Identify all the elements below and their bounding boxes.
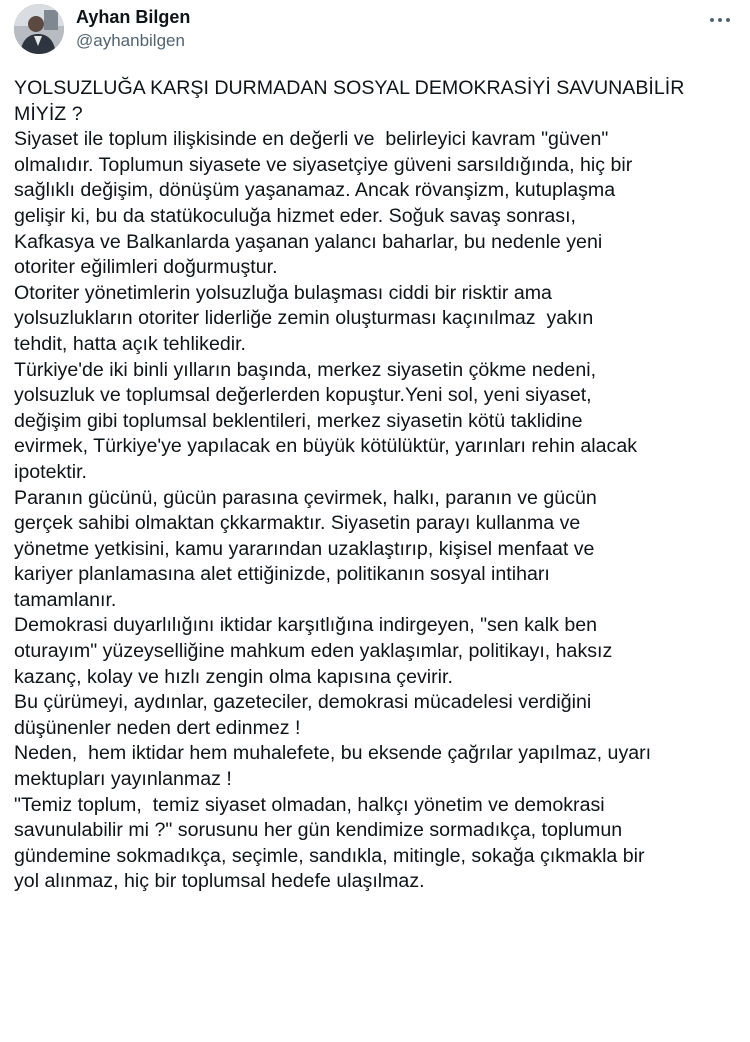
post-text-line: Siyaset ile toplum ilişkisinde en değerli ve belirleyici kavram "güven"	[14, 128, 609, 151]
post-text-line: Kafkasya ve Balkanlarda yaşanan yalancı baharlar, bu nedenle yeni	[14, 230, 603, 253]
post-text-line: gerçek sahibi olmaktan çkkarmaktır. Siyasetin parayı kullanma ve	[14, 512, 581, 535]
post-text-line: savunulabilir mi ?" sorusunu her gün kendimize sormadıkça, toplumun	[14, 819, 623, 842]
more-options-button[interactable]	[706, 6, 734, 34]
post-text-line: olmalıdır. Toplumun siyasete ve siyasetçiye güveni sarsıldığında, hiç bir	[14, 153, 633, 176]
post-text-line: sağlıklı değişim, dönüşüm yaşanamaz. Ancak rövanşizm, kutuplaşma	[14, 179, 616, 202]
post-text-line: Neden, hem iktidar hem muhalefete, bu eksende çağrılar yapılmaz, uyarı	[14, 742, 652, 765]
post-text-line: Paranın gücünü, gücün parasına çevirmek, halkı, paranın ve gücün	[14, 486, 597, 509]
tweet-header	[14, 4, 736, 56]
post-text-line: kariyer planlamasına alet ettiğinizde, politikanın sosyal intiharı	[14, 563, 550, 586]
user-handle[interactable]: @ayhanbilgen	[76, 31, 185, 50]
post-text-line: Türkiye'de iki binli yılların başında, merkez siyasetin çökme nedeni,	[14, 358, 597, 381]
post-text-line: değişim gibi toplumsal beklentileri, merkez siyasetin kötü taklidine	[14, 409, 583, 432]
post-text-line: tehdit, hatta açık tehlikedir.	[14, 332, 246, 355]
post-text-line: tamamlanır.	[14, 588, 117, 611]
post-text-line: yönetme yetkisini, kamu yararından uzaklaştırıp, kişisel menfaat ve	[14, 537, 595, 560]
post-text-line: mektupları yayınlanmaz !	[14, 768, 232, 791]
post-text-line: Bu çürümeyi, aydınlar, gazeteciler, demokrasi mücadelesi verdiğini	[14, 691, 592, 714]
post-text-line: yolsuzluk ve toplumsal değerlerden kopuştur.Yeni sol, yeni siyaset,	[14, 384, 592, 407]
user-info	[76, 6, 190, 52]
post-text-line: MİYİZ ?	[14, 102, 83, 125]
post-text-line: YOLSUZLUĞA KARŞI DURMADAN SOSYAL DEMOKRASİYİ SAVUNABİLİR	[14, 77, 685, 99]
post-text-line: gündemine sokmadıkça, seçimle, sandıkla, mitingle, sokağa çıkmakla bir	[14, 844, 645, 867]
post-text-line: ipotektir.	[14, 460, 87, 483]
post-text-line: yolsuzlukların otoriter liderliğe zemin oluşturması kaçınılmaz yakın	[14, 307, 594, 330]
post-text-line: Otoriter yönetimlerin yolsuzluğa bulaşması ciddi bir risktir ama	[14, 281, 552, 304]
post-text-line: gelişir ki, bu da statükoculuğa hizmet eder. Soğuk savaş sonrası,	[14, 204, 576, 227]
post-text-line: otoriter eğilimleri doğurmuştur.	[14, 256, 278, 279]
post-text-line: "Temiz toplum, temiz siyaset olmadan, halkçı yönetim ve demokrasi	[14, 793, 605, 816]
post-text-line: yol alınmaz, hiç bir toplumsal hedefe ulaşılmaz.	[14, 870, 425, 893]
post-text-line: oturayım" yüzeyselliğine mahkum eden yaklaşımlar, politikayı, haksız	[14, 640, 613, 663]
post-text-line: düşünenler neden dert edinmez !	[14, 716, 301, 739]
post-text-line: evirmek, Türkiye'ye yapılacak en büyük kötülüktür, yarınları rehin alacak	[14, 435, 638, 458]
profile-photo-icon[interactable]	[14, 4, 64, 54]
post-text-line: Demokrasi duyarlılığını iktidar karşıtlığına indirgeyen, "sen kalk ben	[14, 614, 598, 637]
display-name[interactable]: Ayhan Bilgen	[76, 7, 191, 27]
post-text-line: kazanç, kolay ve hızlı zengin olma kapısına çevirir.	[14, 665, 453, 688]
post-text	[14, 76, 742, 895]
profile-photo-graphic	[14, 4, 64, 54]
more-options-icon	[709, 17, 731, 23]
